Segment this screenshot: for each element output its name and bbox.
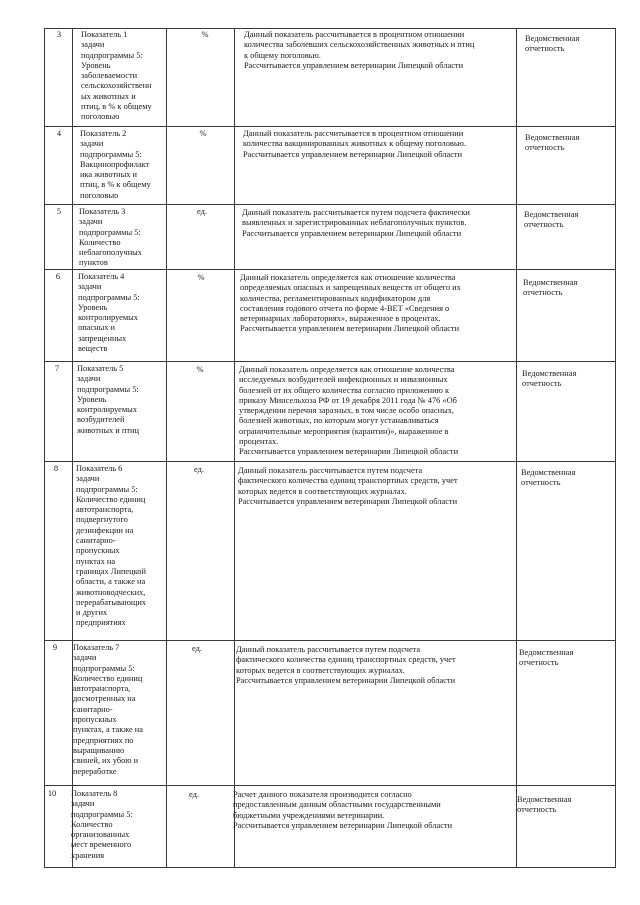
calculation-description: Данный показатель рассчитывается в процентном отношении количества вакцинированных животных к общему поголовью. Рассчитывается управлением ветеринарии Липецкой области — [243, 129, 467, 159]
row-number: 7 — [54, 364, 60, 373]
row-number: 4 — [56, 129, 62, 138]
data-source: Ведомственная отчетность — [525, 34, 580, 54]
table-row-divider — [44, 785, 616, 786]
unit-of-measure: ед. — [189, 790, 199, 799]
data-source: Ведомственная отчетность — [523, 278, 578, 298]
calculation-description: Данный показатель определяется как отношение количества определяемых опасных и запрещенных веществ от общего их количества, регламентированных кодификатором для составления годового отчета по форме 4-ВЕТ «Сведения о ветеринарных лабораториях», выраженное в процентах. Рассчитывается управлением ветеринарии Липецкой области — [240, 273, 461, 334]
indicator-name: Показатель 2 задачи подпрограммы 5: Вакцинопрофилакт ика животных и птиц, в % к общему поголовью — [80, 129, 151, 200]
table-row-divider — [44, 204, 616, 205]
calculation-description: Данный показатель рассчитывается путем подсчета фактического количества единиц транспортных средств, учет которых ведется в соответствующих журналах. Рассчитывается управлением ветеринарии Липецкой области — [236, 645, 456, 685]
unit-of-measure: ед. — [197, 207, 207, 216]
data-source: Ведомственная отчетность — [517, 795, 572, 815]
unit-of-measure: % — [199, 129, 207, 138]
data-source: Ведомственная отчетность — [521, 468, 576, 488]
unit-of-measure: % — [201, 30, 209, 39]
indicator-name: Показатель 1 задачи подпрограммы 5: Уровень заболеваемости сельскохозяйственн ых животных и птиц, в % к общему поголовью — [81, 30, 152, 122]
calculation-description: Данный показатель определяется как отношение количества исследуемых возбудителей инфекционных и инвазионных болезней от их общего количества согласно приложению к приказу Минсельхоза РФ от 19 декабря 2011 года № 476 «Об утверждении перечня заразных, в том числе особо опасных, болезней животных, по которым могут устанавливаться ограничительные мероприятия (карантин)», выраженное в процентах. Рассчитывается управлением ветеринарии Липецкой области — [239, 365, 459, 457]
data-source: Ведомственная отчетность — [524, 210, 579, 230]
row-number: 6 — [55, 272, 61, 281]
indicator-name: Показатель 6 задачи подпрограммы 5: Количество единиц автотранспорта, подвергнутого дезинфекции на санитарно- пропускных пунктах на границах Липецкой области, а также на животноводческих, перерабатывающих и других предприятиях — [76, 464, 146, 628]
row-number: 9 — [52, 643, 58, 652]
data-source: Ведомственная отчетность — [525, 133, 580, 153]
unit-of-measure: % — [196, 365, 204, 374]
indicator-name: Показатель 7 задачи подпрограммы 5: Количество единиц автотранспорта, досмотренных на санитарно- пропускных пунктах, а также на предприятиях по выращиванию свиней, их убою и переработке — [73, 643, 144, 776]
table-row-divider — [44, 126, 616, 127]
row-number: 5 — [56, 207, 62, 216]
calculation-description: Расчет данного показателя производится согласно предоставленным данным областными государственными бюджетными учреждениями ветеринарии. Рассчитывается управлением ветеринарии Липецкой области — [233, 790, 453, 830]
indicator-name: Показатель 4 задачи подпрограммы 5: Уровень контролируемых опасных и запрещенных веществ — [78, 272, 140, 354]
table-row-divider — [44, 269, 616, 270]
table-border-top — [44, 28, 616, 29]
table-border-bottom — [44, 867, 616, 868]
data-source: Ведомственная отчетность — [522, 369, 577, 389]
data-source: Ведомственная отчетность — [519, 648, 574, 668]
table-row-divider — [44, 640, 616, 641]
table-border-left — [44, 28, 45, 868]
row-number: 10 — [47, 789, 57, 798]
table-column-divider — [234, 28, 235, 868]
row-number: 3 — [56, 30, 62, 39]
row-number: 8 — [53, 464, 59, 473]
indicator-name: Показатель 8 задачи подпрограммы 5: Количество организованных мест временного хранения — [71, 789, 133, 860]
unit-of-measure: ед. — [194, 465, 204, 474]
unit-of-measure: ед. — [192, 644, 202, 653]
table-row-divider — [44, 461, 616, 462]
calculation-description: Данный показатель рассчитывается в процентном отношении количества заболевших сельскохозяйственных животных и птиц к общему поголовью. Рассчитывается управлением ветеринарии Липецкой области — [244, 30, 475, 70]
calculation-description: Данный показатель рассчитывается путем подсчета фактического количества единиц транспортных средств, учет которых ведется в соответствующих журналах. Рассчитывается управлением ветеринарии Липецкой области — [238, 466, 458, 506]
unit-of-measure: % — [197, 273, 205, 282]
indicator-name: Показатель 3 задачи подпрограммы 5: Количество неблагополучных пунктов — [79, 207, 142, 268]
table-border-right — [615, 28, 616, 868]
indicator-name: Показатель 5 задачи подпрограммы 5: Уровень контролируемых возбудителей животных и птиц — [77, 364, 139, 435]
table-row-divider — [44, 361, 616, 362]
calculation-description: Данный показатель рассчитывается путем подсчета фактически выявленных и зарегистрированных неблагополучных пунктов. Рассчитывается управлением ветеринарии Липецкой области — [242, 208, 470, 238]
